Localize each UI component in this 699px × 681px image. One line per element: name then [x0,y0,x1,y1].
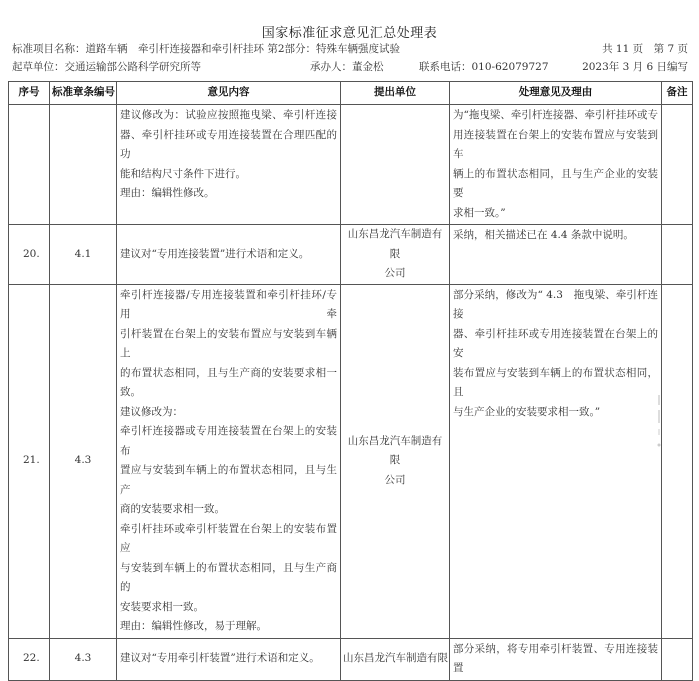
cell-content [117,105,341,225]
cell-remark [662,105,693,225]
content-line: 与安装到车辆上的布置状态相同，且与生产商的 [120,561,337,593]
opinions-table [8,81,693,681]
content-line: 引杆装置在台架上的安装布置应与安装到车辆上 [120,327,337,359]
reply-line: 求相一致。” [453,206,506,219]
reply-line: 部分采纳，将专用牵引杆装置、专用连接装置 [453,642,658,674]
table-row [9,284,693,638]
reply-line: 装布置应与安装到车辆上的布置状态相同，且 [453,366,658,398]
meta-row-drafting [12,59,690,75]
cell-reply [450,638,662,680]
drafting-unit: 起草单位：交通运输部公路科学研究所等 [12,61,201,73]
reply-line: 与生产企业的安装要求相一致。” [453,405,601,418]
reply-line: 器、牵引杆挂环或专用连接装置在台架上的安 [453,327,658,359]
cell-content [117,638,341,680]
content-line: 建议修改为： [120,405,183,418]
handler: 承办人：董金松 [310,61,384,73]
cell-num: 20. [9,225,50,285]
reply-line: 部分采纳，修改为“ 4.3 拖曳梁、牵引杆连接 [453,288,658,320]
cell-num: 21. [9,284,50,638]
cell-reply [450,284,662,638]
unit-line: 山东昌龙汽车制造有限 [347,434,443,467]
content-line: 器、牵引杆挂环或专用连接装置在合理匹配的功 [120,128,337,160]
cell-reply [450,225,662,285]
unit-line: 山东昌龙汽车制造有限 [347,228,443,260]
compile-date: 2023年 3 月 6 日编写 [582,61,688,73]
reply-line: 为“拖曳梁、牵引杆连接器、牵引杆挂环或专 [453,109,658,121]
cell-num [9,105,50,225]
cell-clause: 4.1 [50,225,117,285]
cell-remark [662,225,693,285]
cell-unit [341,638,450,680]
header-reply: 处理意见及理由 [450,82,662,105]
header-unit: 提出单位 [341,82,450,105]
table-row [9,225,693,285]
reply-line: 采纳，相关描述已在 4.4 条款中说明。 [453,229,634,241]
cell-unit [341,225,450,285]
content-line: 商的安装要求相一致。 [120,503,225,515]
content-line: 能和结构尺寸条件下进行。 [120,167,246,180]
page-count: 共 11 页 第 7 页 [602,43,688,55]
cell-num: 22. [9,638,50,680]
header-clause: 标准章条编号 [50,82,117,105]
content-line: 建议对“专用牵引杆装置”进行术语和定义。 [120,652,320,665]
cell-unit [341,284,450,638]
content-line: 致。 [120,386,141,398]
content-line: 置应与安装到车辆上的布置状态相同，且与生产 [120,464,337,496]
cell-clause: 4.3 [50,638,117,680]
content-line: 理由：编辑性修改。 [120,187,215,199]
content-line: 理由：编辑性修改，易于理解。 [120,620,267,632]
content-line: 牵引杆连接器/专用连接装置和牵引杆挂环/专用牵 [120,288,337,320]
cell-content [117,284,341,638]
meta-row-standard [12,41,690,57]
cell-unit [341,105,450,225]
unit-line: 公司 [384,473,406,486]
unit-line: 公司 [384,267,406,279]
cell-remark [662,638,693,680]
table-row [9,638,693,680]
content-line: 的布置状态相同，且与生产商的安装要求相一 [120,366,337,379]
header-remark: 备注 [662,82,693,105]
reply-line: 用连接装置在台架上的安装布置应与安装到车 [453,128,658,160]
document-title: 国家标准征求意见汇总处理表 [261,26,438,41]
header-num: 序号 [9,82,50,105]
content-line: 安装要求相一致。 [120,600,204,613]
table-header-row [9,82,693,105]
content-line: 建议修改为：试验应按照拖曳梁、牵引杆连接 [120,109,337,121]
header-content: 意见内容 [117,82,341,105]
cell-content [117,225,341,285]
cell-remark [662,284,693,638]
content-line: 牵引杆挂环或牵引杆装置在台架上的安装布置应 [120,522,337,554]
cell-clause [50,105,117,225]
contact-phone: 联系电话：010-62079727 [419,61,549,73]
standard-name: 标准项目名称：道路车辆 牵引杆连接器和牵引杆挂环 第2部分：特殊车辆强度试验 [12,43,401,55]
content-line: 建议对“专用连接装置”进行术语和定义。 [120,247,310,260]
unit-line: 山东昌龙汽车制造有限 [343,652,448,665]
reply-line: 辆上的布置状态相同，且与生产企业的安装要 [453,167,658,199]
cell-clause: 4.3 [50,284,117,638]
cell-reply [450,105,662,225]
content-line: 牵引杆连接器或专用连接装置在台架上的安装布 [120,425,337,457]
table-row [9,105,693,225]
